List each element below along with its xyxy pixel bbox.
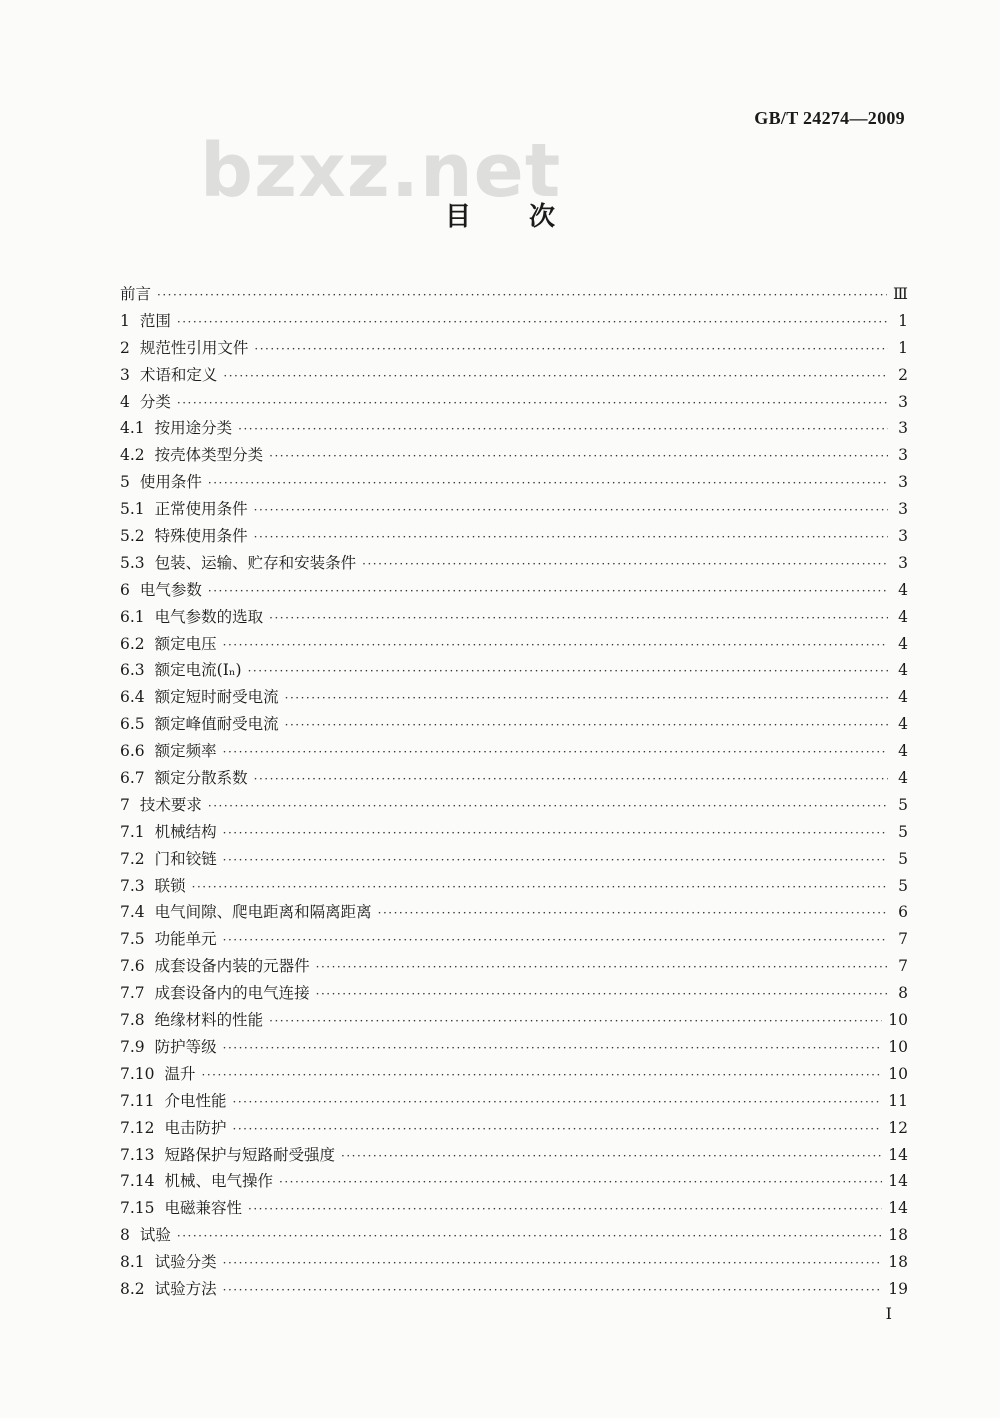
toc-entry-number: 7.13 bbox=[120, 1145, 155, 1164]
toc-leader-dots bbox=[223, 853, 888, 867]
toc-entry-number: 7.1 bbox=[120, 822, 145, 841]
toc-entry[interactable] bbox=[120, 739, 908, 766]
toc-entry-number: 6.1 bbox=[120, 607, 145, 626]
toc-entry-title: 特殊使用条件 bbox=[154, 527, 248, 546]
toc-entry-page: 18 bbox=[888, 1226, 908, 1245]
toc-leader-dots bbox=[223, 933, 888, 947]
toc-entry-number: 8.2 bbox=[120, 1279, 145, 1298]
toc-entry[interactable] bbox=[120, 1143, 908, 1170]
toc-entry[interactable] bbox=[120, 874, 908, 901]
toc-leader-dots bbox=[316, 987, 888, 1001]
toc-entry[interactable] bbox=[120, 1116, 908, 1143]
toc-leader-dots bbox=[223, 369, 888, 383]
toc-entry-number: 5.3 bbox=[120, 553, 145, 572]
toc-entry-number: 7.5 bbox=[120, 930, 145, 949]
toc-entry[interactable] bbox=[120, 390, 908, 417]
toc-leader-dots bbox=[208, 584, 888, 598]
toc-entry-number: 4.2 bbox=[120, 446, 145, 465]
toc-leader-dots bbox=[269, 449, 888, 463]
toc-entry-number: 8 bbox=[120, 1226, 130, 1245]
toc-leader-dots bbox=[177, 315, 888, 329]
toc-entry-number: 7.9 bbox=[120, 1037, 145, 1056]
toc-entry-title: 短路保护与短路耐受强度 bbox=[164, 1145, 336, 1164]
toc-entry-number: 6.2 bbox=[120, 634, 145, 653]
toc-entry-page: 6 bbox=[898, 903, 908, 922]
toc-leader-dots bbox=[177, 396, 888, 410]
toc-entry-number: 7.11 bbox=[120, 1091, 155, 1110]
toc-leader-dots bbox=[223, 1041, 883, 1055]
toc-entry-title: 额定分散系数 bbox=[154, 769, 248, 788]
toc-entry-title: 成套设备内的电气连接 bbox=[154, 984, 310, 1003]
toc-entry[interactable] bbox=[120, 927, 908, 954]
toc-leader-dots bbox=[177, 1229, 882, 1243]
toc-entry-page: 4 bbox=[898, 634, 908, 653]
toc-entry-page: Ⅲ bbox=[893, 285, 908, 303]
toc-entry-number: 5 bbox=[120, 473, 130, 492]
toc-leader-dots bbox=[378, 906, 888, 920]
toc-entry-page: 2 bbox=[898, 365, 908, 384]
toc-entry-number: 7.8 bbox=[120, 1011, 145, 1030]
toc-entry-number: 4.1 bbox=[120, 419, 145, 438]
toc-entry[interactable] bbox=[120, 685, 908, 712]
toc-entry[interactable] bbox=[120, 712, 908, 739]
toc-leader-dots bbox=[223, 826, 888, 840]
toc-entry-page: 3 bbox=[898, 500, 908, 519]
toc-entry-page: 4 bbox=[898, 742, 908, 761]
toc-entry-page: 4 bbox=[898, 715, 908, 734]
toc-entry-title: 机械、电气操作 bbox=[164, 1172, 274, 1191]
toc-entry-number: 6.6 bbox=[120, 742, 145, 761]
toc-entry-number: 7.14 bbox=[120, 1172, 155, 1191]
toc-entry-number: 6.7 bbox=[120, 769, 145, 788]
toc-leader-dots bbox=[248, 1202, 882, 1216]
toc-entry[interactable] bbox=[120, 981, 908, 1008]
toc-entry-page: 14 bbox=[888, 1145, 908, 1164]
toc-entry[interactable] bbox=[120, 282, 908, 309]
toc-entry-number: 6.3 bbox=[120, 661, 145, 680]
toc-entry-page: 3 bbox=[898, 553, 908, 572]
toc-entry-page: 11 bbox=[888, 1091, 908, 1110]
toc-entry-title: 使用条件 bbox=[139, 473, 202, 492]
toc-entry-title: 分类 bbox=[139, 392, 171, 411]
toc-leader-dots bbox=[223, 638, 888, 652]
toc-entry-number: 7 bbox=[120, 795, 130, 814]
toc-entry-title: 联锁 bbox=[154, 876, 186, 895]
toc-leader-dots bbox=[254, 342, 888, 356]
toc-entry-page: 4 bbox=[898, 580, 908, 599]
toc-leader-dots bbox=[248, 664, 888, 678]
toc-entry[interactable] bbox=[120, 900, 908, 927]
toc-leader-dots bbox=[254, 530, 888, 544]
toc-leader-dots bbox=[233, 1095, 883, 1109]
toc-entry-page: 14 bbox=[888, 1172, 908, 1191]
toc-entry-title: 介电性能 bbox=[164, 1091, 227, 1110]
toc-entry[interactable] bbox=[120, 1062, 908, 1089]
toc-entry[interactable] bbox=[120, 1196, 908, 1223]
toc-entry-title: 绝缘材料的性能 bbox=[154, 1011, 264, 1030]
toc-leader-dots bbox=[285, 718, 888, 732]
toc-entry-title: 额定峰值耐受电流 bbox=[154, 715, 279, 734]
toc-entry[interactable] bbox=[120, 309, 908, 336]
toc-entry-number: 7.2 bbox=[120, 849, 145, 868]
toc-entry-page: 3 bbox=[898, 473, 908, 492]
toc-entry-title: 电击防护 bbox=[164, 1118, 227, 1137]
toc-leader-dots bbox=[254, 503, 888, 517]
toc-entry-page: 4 bbox=[898, 688, 908, 707]
toc-entry-number: 7.4 bbox=[120, 903, 145, 922]
toc-entry-title: 机械结构 bbox=[154, 822, 217, 841]
toc-entry[interactable] bbox=[120, 1089, 908, 1116]
toc-entry[interactable] bbox=[120, 793, 908, 820]
toc-entry-page: 3 bbox=[898, 392, 908, 411]
toc-entry-page: 5 bbox=[898, 876, 908, 895]
toc-entry-title: 按壳体类型分类 bbox=[154, 446, 264, 465]
toc-entry[interactable] bbox=[120, 336, 908, 363]
toc-entry-title: 功能单元 bbox=[154, 930, 217, 949]
toc-entry-title: 试验分类 bbox=[154, 1253, 217, 1272]
toc-entry-number: 1 bbox=[120, 311, 130, 330]
toc-entry[interactable] bbox=[120, 632, 908, 659]
toc-entry-title: 防护等级 bbox=[154, 1037, 217, 1056]
toc-entry-title: 额定电压 bbox=[154, 634, 217, 653]
toc-entry-page: 3 bbox=[898, 446, 908, 465]
toc-entry[interactable] bbox=[120, 766, 908, 793]
toc-entry-title: 范围 bbox=[139, 311, 171, 330]
toc-leader-dots bbox=[202, 1068, 883, 1082]
toc-entry-page: 3 bbox=[898, 527, 908, 546]
toc-entry-number: 7.6 bbox=[120, 957, 145, 976]
toc-entry[interactable] bbox=[120, 954, 908, 981]
toc-entry[interactable] bbox=[120, 497, 908, 524]
toc-entry[interactable] bbox=[120, 847, 908, 874]
toc-leader-dots bbox=[341, 1149, 882, 1163]
toc-entry[interactable] bbox=[120, 578, 908, 605]
toc-entry[interactable] bbox=[120, 524, 908, 551]
toc-leader-dots bbox=[254, 772, 888, 786]
toc-entry[interactable] bbox=[120, 658, 908, 685]
toc-leader-dots bbox=[316, 960, 888, 974]
toc-entry-title: 前言 bbox=[120, 285, 152, 303]
toc-entry-page: 3 bbox=[898, 419, 908, 438]
toc-leader-dots bbox=[285, 691, 888, 705]
toc-leader-dots bbox=[192, 880, 888, 894]
toc-entry-page: 5 bbox=[898, 795, 908, 814]
toc-entry-title: 规范性引用文件 bbox=[139, 338, 249, 357]
toc-entry-title: 额定频率 bbox=[154, 742, 217, 761]
toc-entry[interactable] bbox=[120, 1008, 908, 1035]
toc-leader-dots bbox=[279, 1175, 882, 1189]
toc-entry[interactable] bbox=[120, 605, 908, 632]
toc-entry[interactable] bbox=[120, 820, 908, 847]
toc-entry[interactable] bbox=[120, 443, 908, 470]
toc-entry[interactable] bbox=[120, 551, 908, 578]
toc-entry-title: 电气参数的选取 bbox=[154, 607, 264, 626]
toc-leader-dots bbox=[269, 611, 888, 625]
toc-leader-dots bbox=[223, 745, 888, 759]
toc-entry[interactable] bbox=[120, 1223, 908, 1250]
toc-leader-dots bbox=[223, 1256, 883, 1270]
toc-leader-dots bbox=[233, 1122, 883, 1136]
toc-entry-title: 按用途分类 bbox=[154, 419, 233, 438]
toc-entry-page: 8 bbox=[898, 984, 908, 1003]
toc-title: 目次 bbox=[444, 202, 613, 232]
toc-entry-number: 6.5 bbox=[120, 715, 145, 734]
toc-entry-title: 电气间隙、爬电距离和隔离距离 bbox=[154, 903, 372, 922]
toc-entry-number: 7.12 bbox=[120, 1118, 155, 1137]
toc-entry-page: 4 bbox=[898, 769, 908, 788]
toc-entry-number: 6 bbox=[120, 580, 130, 599]
toc-entry-number: 6.4 bbox=[120, 688, 145, 707]
toc-entry-number: 7.10 bbox=[120, 1064, 155, 1083]
toc-entry-title: 额定短时耐受电流 bbox=[154, 688, 279, 707]
toc-entry[interactable] bbox=[120, 1277, 908, 1304]
toc-entry-title: 温升 bbox=[164, 1064, 196, 1083]
toc-entry-page: 10 bbox=[888, 1011, 908, 1030]
toc-leader-dots bbox=[157, 288, 887, 302]
toc-leader-dots bbox=[208, 476, 888, 490]
toc-entry[interactable] bbox=[120, 1035, 908, 1062]
toc-entry-title: 试验 bbox=[139, 1226, 171, 1245]
toc-entry-page: 5 bbox=[898, 822, 908, 841]
toc-entry-number: 7.15 bbox=[120, 1199, 155, 1218]
toc-entry-title: 电气参数 bbox=[139, 580, 202, 599]
toc-entry-number: 4 bbox=[120, 392, 130, 411]
toc-entry[interactable] bbox=[120, 1250, 908, 1277]
toc-entry-page: 1 bbox=[898, 311, 908, 330]
toc-entry-number: 8.1 bbox=[120, 1253, 145, 1272]
toc-entry-title: 技术要求 bbox=[139, 795, 202, 814]
toc-entry-page: 14 bbox=[888, 1199, 908, 1218]
toc-entry-page: 19 bbox=[888, 1279, 908, 1298]
toc-entry-number: 7.7 bbox=[120, 984, 145, 1003]
toc-entry-title: 成套设备内装的元器件 bbox=[154, 957, 310, 976]
table-of-contents bbox=[120, 282, 908, 1304]
toc-entry-title: 额定电流(Iₙ) bbox=[154, 661, 242, 680]
toc-entry[interactable] bbox=[120, 470, 908, 497]
toc-entry[interactable] bbox=[120, 416, 908, 443]
toc-entry-title: 试验方法 bbox=[154, 1279, 217, 1298]
toc-leader-dots bbox=[269, 1014, 882, 1028]
watermark: bzxz.net bbox=[200, 128, 562, 214]
toc-entry-number: 2 bbox=[120, 338, 130, 357]
standard-code: GB/T 24274—2009 bbox=[754, 108, 905, 128]
toc-leader-dots bbox=[238, 422, 888, 436]
toc-entry-number: 3 bbox=[120, 365, 130, 384]
toc-entry-page: 18 bbox=[888, 1253, 908, 1272]
toc-entry-page: 7 bbox=[898, 930, 908, 949]
toc-entry-number: 7.3 bbox=[120, 876, 145, 895]
toc-entry[interactable] bbox=[120, 1169, 908, 1196]
toc-entry-page: 4 bbox=[898, 607, 908, 626]
toc-entry-page: 4 bbox=[898, 661, 908, 680]
page-number: I bbox=[885, 1304, 892, 1323]
toc-entry-title: 包装、运输、贮存和安装条件 bbox=[154, 553, 357, 572]
toc-entry[interactable] bbox=[120, 363, 908, 390]
toc-leader-dots bbox=[362, 557, 888, 571]
toc-entry-page: 5 bbox=[898, 849, 908, 868]
toc-entry-title: 电磁兼容性 bbox=[164, 1199, 243, 1218]
toc-entry-page: 10 bbox=[888, 1064, 908, 1083]
toc-leader-dots bbox=[208, 799, 888, 813]
toc-entry-title: 正常使用条件 bbox=[154, 500, 248, 519]
toc-entry-number: 5.2 bbox=[120, 527, 145, 546]
toc-entry-number: 5.1 bbox=[120, 500, 145, 519]
toc-entry-page: 10 bbox=[888, 1037, 908, 1056]
toc-entry-page: 1 bbox=[898, 338, 908, 357]
toc-leader-dots bbox=[223, 1283, 883, 1297]
toc-entry-title: 门和铰链 bbox=[154, 849, 217, 868]
toc-entry-title: 术语和定义 bbox=[139, 365, 218, 384]
toc-entry-page: 7 bbox=[898, 957, 908, 976]
toc-entry-page: 12 bbox=[888, 1118, 908, 1137]
